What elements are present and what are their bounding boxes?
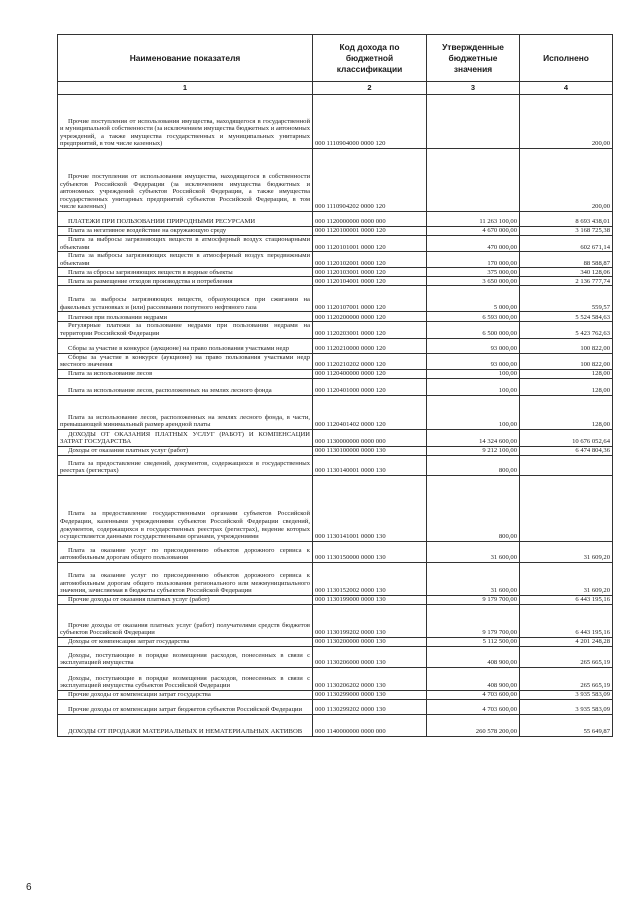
indicator-name-cell: Плата за оказание услуг по присоединению объектов дорожного сервиса к автомобильным дорогам общего пользования регионального или межмуниципального значения, зачисляемая в бюджеты субъектов Российской Федерации — [58, 562, 313, 595]
table-row — [58, 95, 613, 149]
table-row — [58, 227, 613, 236]
income-code-cell: 000 1120101001 0000 120 — [313, 236, 427, 252]
indicator-name-cell: Плата за использование лесов, расположенных на землях лесного фонда, в части, превышающей минимальный размер арендной платы — [58, 395, 313, 429]
income-code-cell: 000 1120104001 0000 120 — [313, 277, 427, 286]
income-code-cell: 000 1120401402 0000 120 — [313, 395, 427, 429]
table-row — [58, 378, 613, 395]
page-number: 6 — [26, 882, 32, 893]
income-code-cell: 000 1120107001 0000 120 — [313, 286, 427, 312]
table-row — [58, 236, 613, 252]
executed-value-cell: 6 474 804,36 — [520, 446, 613, 455]
income-code-cell: 000 1130199202 0000 130 — [313, 604, 427, 637]
approved-value-cell: 408 900,00 — [427, 667, 520, 690]
approved-value-cell: 9 212 100,00 — [427, 446, 520, 455]
approved-value-cell: 470 000,00 — [427, 236, 520, 252]
approved-value-cell: 9 179 700,00 — [427, 604, 520, 637]
column-number: 3 — [427, 82, 520, 95]
header-approved-values: Утвержденные бюджетные значения — [427, 35, 520, 82]
header-indicator-name: Наименование показателя — [58, 35, 313, 82]
table-row — [58, 252, 613, 268]
approved-value-cell: 4 670 000,00 — [427, 227, 520, 236]
table-row — [58, 446, 613, 455]
income-code-cell: 000 1120401000 0000 120 — [313, 378, 427, 395]
column-number: 4 — [520, 82, 613, 95]
executed-value-cell: 88 588,87 — [520, 252, 613, 268]
executed-value-cell: 265 665,19 — [520, 646, 613, 667]
indicator-name-cell: Плата за использование лесов, расположенных на землях лесного фонда — [58, 378, 313, 395]
indicator-name-cell: Прочие поступления от использования имущества, находящегося в государственной и муниципальной собственности (за исключением имущества бюджетных и автономных учреждений, а также имущества государственных и муниципальных унитарных предприятий, в том числе казенных) — [58, 95, 313, 149]
indicator-name-cell: Прочие доходы от компенсации затрат государства — [58, 690, 313, 699]
executed-value-cell: 6 443 195,16 — [520, 604, 613, 637]
table-row — [58, 646, 613, 667]
executed-value-cell: 5 524 584,63 — [520, 312, 613, 322]
executed-value-cell: 3 935 583,09 — [520, 690, 613, 699]
table-row — [58, 395, 613, 429]
table-row — [58, 149, 613, 212]
approved-value-cell: 800,00 — [427, 475, 520, 541]
indicator-name-cell: Прочие поступления от использования имущества, находящегося в собственности субъектов Российской Федерации (за исключением имущества бюджетных и автономных учреждений субъектов Российской Федерации, а также имущества государственных унитарных предприятий субъектов Российской Федерации, в том числе казенных) — [58, 149, 313, 212]
header-executed: Исполнено — [520, 35, 613, 82]
approved-value-cell: 3 650 000,00 — [427, 277, 520, 286]
table-row — [58, 667, 613, 690]
approved-value-cell: 375 000,00 — [427, 268, 520, 277]
executed-value-cell: 128,00 — [520, 369, 613, 378]
executed-value-cell: 3 168 725,38 — [520, 227, 613, 236]
indicator-name-cell: Плата за выбросы загрязняющих веществ в атмосферный воздух стационарными объектами — [58, 236, 313, 252]
income-code-cell: 000 1120210000 0000 120 — [313, 338, 427, 353]
income-code-cell: 000 1130299000 0000 130 — [313, 690, 427, 699]
approved-value-cell: 9 179 700,00 — [427, 595, 520, 604]
table-row — [58, 690, 613, 699]
indicator-name-cell: Доходы от оказания платных услуг (работ) — [58, 446, 313, 455]
indicator-name-cell: Сборы за участие в конкурсе (аукционе) на право пользования участками недр местного значения — [58, 353, 313, 369]
approved-value-cell: 800,00 — [427, 455, 520, 475]
indicator-name-cell: Плата за предоставление государственными органами субъектов Российской Федерации, казенными учреждениями субъектов Российской Федерации сведений, документов, содержащихся в государственных реестрах (регистрах), ведение которых осуществляется данными государственными органами, учреждениями — [58, 475, 313, 541]
approved-value-cell: 93 000,00 — [427, 338, 520, 353]
table-row — [58, 353, 613, 369]
table-row — [58, 268, 613, 277]
table-row — [58, 714, 613, 736]
column-number: 2 — [313, 82, 427, 95]
approved-value-cell: 6 593 000,00 — [427, 312, 520, 322]
executed-value-cell: 6 443 195,16 — [520, 595, 613, 604]
income-table — [57, 34, 613, 737]
table-row — [58, 541, 613, 562]
executed-value-cell: 100 822,00 — [520, 353, 613, 369]
executed-value-cell: 602 671,14 — [520, 236, 613, 252]
indicator-name-cell: Платежи при пользовании недрами — [58, 312, 313, 322]
approved-value-cell: 4 703 600,00 — [427, 690, 520, 699]
executed-value-cell: 8 693 438,01 — [520, 212, 613, 227]
table-row — [58, 604, 613, 637]
executed-value-cell: 265 665,19 — [520, 667, 613, 690]
income-code-cell: 000 1120400000 0000 120 — [313, 369, 427, 378]
executed-value-cell: 128,00 — [520, 378, 613, 395]
approved-value-cell: 93 000,00 — [427, 353, 520, 369]
executed-value-cell: 100 822,00 — [520, 338, 613, 353]
indicator-name-cell: Доходы, поступающие в порядке возмещения расходов, понесенных в связи с эксплуатацией имущества — [58, 646, 313, 667]
indicator-name-cell: Плата за выбросы загрязняющих веществ в атмосферный воздух передвижными объектами — [58, 252, 313, 268]
income-code-cell: 000 1110904000 0000 120 — [313, 95, 427, 149]
executed-value-cell — [520, 475, 613, 541]
executed-value-cell: 200,00 — [520, 149, 613, 212]
income-code-cell: 000 1120200000 0000 120 — [313, 312, 427, 322]
table-row — [58, 455, 613, 475]
income-code-cell: 000 1120102001 0000 120 — [313, 252, 427, 268]
executed-value-cell: 2 136 777,74 — [520, 277, 613, 286]
indicator-name-cell: Сборы за участие в конкурсе (аукционе) на право пользования участками недр — [58, 338, 313, 353]
approved-value-cell: 5 112 500,00 — [427, 637, 520, 646]
table-row — [58, 595, 613, 604]
indicator-name-cell: ДОХОДЫ ОТ ОКАЗАНИЯ ПЛАТНЫХ УСЛУГ (РАБОТ) И КОМПЕНСАЦИИ ЗАТРАТ ГОСУДАРСТВА — [58, 429, 313, 446]
indicator-name-cell: Доходы от компенсации затрат государства — [58, 637, 313, 646]
indicator-name-cell: Регулярные платежи за пользование недрами при пользовании недрами на территории Российской Федерации — [58, 322, 313, 338]
indicator-name-cell: Плата за выбросы загрязняющих веществ, образующихся при сжигании на факельных установках и (или) рассеивании попутного нефтяного газа — [58, 286, 313, 312]
indicator-name-cell: Плата за негативное воздействие на окружающую среду — [58, 227, 313, 236]
header-income-code: Код дохода по бюджетной классификации — [313, 35, 427, 82]
income-code-cell: 000 1120210202 0000 120 — [313, 353, 427, 369]
indicator-name-cell: ПЛАТЕЖИ ПРИ ПОЛЬЗОВАНИИ ПРИРОДНЫМИ РЕСУРСАМИ — [58, 212, 313, 227]
approved-value-cell: 5 000,00 — [427, 286, 520, 312]
approved-value-cell — [427, 149, 520, 212]
executed-value-cell: 5 423 762,63 — [520, 322, 613, 338]
executed-value-cell: 3 935 583,09 — [520, 699, 613, 714]
indicator-name-cell: ДОХОДЫ ОТ ПРОДАЖИ МАТЕРИАЛЬНЫХ И НЕМАТЕРИАЛЬНЫХ АКТИВОВ — [58, 714, 313, 736]
executed-value-cell: 55 649,87 — [520, 714, 613, 736]
table-row — [58, 699, 613, 714]
income-code-cell: 000 1130299202 0000 130 — [313, 699, 427, 714]
executed-value-cell — [520, 455, 613, 475]
income-code-cell: 000 1120100001 0000 120 — [313, 227, 427, 236]
income-code-cell: 000 1120000000 0000 000 — [313, 212, 427, 227]
income-code-cell: 000 1130140001 0000 130 — [313, 455, 427, 475]
indicator-name-cell: Плата за сбросы загрязняющих веществ в водные объекты — [58, 268, 313, 277]
indicator-name-cell: Доходы, поступающие в порядке возмещения расходов, понесенных в связи с эксплуатацией имущества субъектов Российской Федерации — [58, 667, 313, 690]
income-code-cell: 000 1130200000 0000 130 — [313, 637, 427, 646]
table-row — [58, 286, 613, 312]
income-code-cell: 000 1130199000 0000 130 — [313, 595, 427, 604]
table-row — [58, 212, 613, 227]
executed-value-cell: 4 201 248,28 — [520, 637, 613, 646]
table-row — [58, 277, 613, 286]
table-row — [58, 312, 613, 322]
approved-value-cell: 100,00 — [427, 369, 520, 378]
income-code-cell: 000 1130000000 0000 000 — [313, 429, 427, 446]
indicator-name-cell: Прочие доходы от оказания платных услуг (работ) — [58, 595, 313, 604]
header-row — [58, 35, 613, 82]
indicator-name-cell: Прочие доходы от компенсации затрат бюджетов субъектов Российской Федерации — [58, 699, 313, 714]
executed-value-cell: 340 128,06 — [520, 268, 613, 277]
executed-value-cell: 31 609,20 — [520, 541, 613, 562]
income-code-cell: 000 1130150000 0000 130 — [313, 541, 427, 562]
executed-value-cell: 10 676 052,64 — [520, 429, 613, 446]
approved-value-cell: 11 263 100,00 — [427, 212, 520, 227]
table-row — [58, 338, 613, 353]
approved-value-cell: 31 600,00 — [427, 541, 520, 562]
executed-value-cell: 559,57 — [520, 286, 613, 312]
income-code-cell: 000 1130206202 0000 130 — [313, 667, 427, 690]
approved-value-cell: 408 900,00 — [427, 646, 520, 667]
indicator-name-cell: Плата за оказание услуг по присоединению объектов дорожного сервиса к автомобильным дорогам общего пользования — [58, 541, 313, 562]
income-code-cell: 000 1130206000 0000 130 — [313, 646, 427, 667]
executed-value-cell: 31 609,20 — [520, 562, 613, 595]
approved-value-cell: 4 703 600,00 — [427, 699, 520, 714]
approved-value-cell: 14 324 600,00 — [427, 429, 520, 446]
income-code-cell: 000 1120203001 0000 120 — [313, 322, 427, 338]
indicator-name-cell: Прочие доходы от оказания платных услуг (работ) получателями средств бюджетов субъектов Российской Федерации — [58, 604, 313, 637]
table-row — [58, 562, 613, 595]
income-code-cell: 000 1130100000 0000 130 — [313, 446, 427, 455]
column-number: 1 — [58, 82, 313, 95]
approved-value-cell: 170 000,00 — [427, 252, 520, 268]
approved-value-cell — [427, 95, 520, 149]
income-code-cell: 000 1110904202 0000 120 — [313, 149, 427, 212]
table-row — [58, 475, 613, 541]
table-row — [58, 637, 613, 646]
income-code-cell: 000 1120103001 0000 120 — [313, 268, 427, 277]
income-code-cell: 000 1140000000 0000 000 — [313, 714, 427, 736]
executed-value-cell: 128,00 — [520, 395, 613, 429]
table-row — [58, 322, 613, 338]
indicator-name-cell: Плата за использование лесов — [58, 369, 313, 378]
indicator-name-cell: Плата за предоставление сведений, документов, содержащихся в государственных реестрах (регистрах) — [58, 455, 313, 475]
approved-value-cell: 100,00 — [427, 378, 520, 395]
table-row — [58, 429, 613, 446]
executed-value-cell: 200,00 — [520, 95, 613, 149]
table-row — [58, 369, 613, 378]
income-code-cell: 000 1130141001 0000 130 — [313, 475, 427, 541]
approved-value-cell: 31 600,00 — [427, 562, 520, 595]
column-number-row — [58, 82, 613, 95]
income-code-cell: 000 1130152002 0000 130 — [313, 562, 427, 595]
approved-value-cell: 260 578 200,00 — [427, 714, 520, 736]
indicator-name-cell: Плата за размещение отходов производства и потребления — [58, 277, 313, 286]
approved-value-cell: 100,00 — [427, 395, 520, 429]
approved-value-cell: 6 500 000,00 — [427, 322, 520, 338]
